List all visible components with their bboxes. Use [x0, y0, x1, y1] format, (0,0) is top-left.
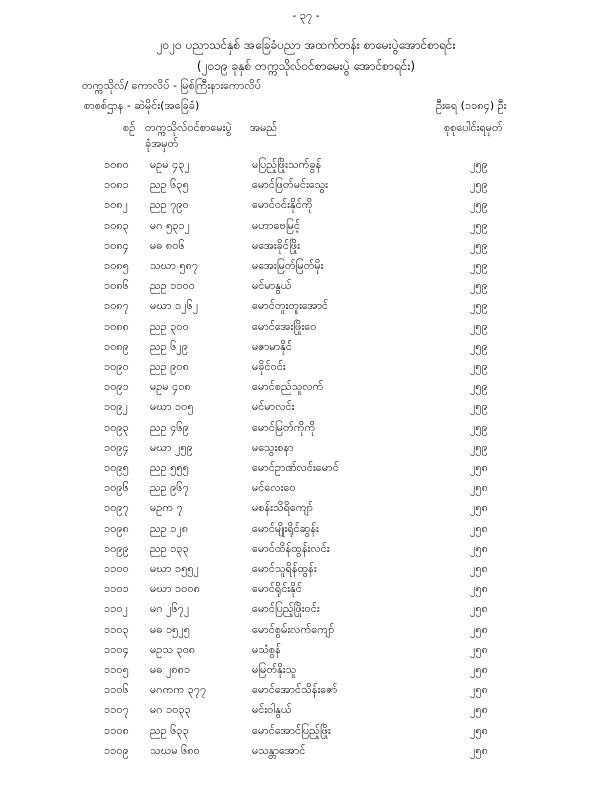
row-roll-number: မဓ ၈၀၆	[150, 238, 185, 252]
row-roll-number: မဥက ၇	[150, 501, 183, 515]
table-row	[0, 178, 612, 196]
row-total-marks: ၂၅၉	[470, 218, 488, 232]
row-name: မောင်အောင်ပြည့်ဖြိုး	[252, 723, 331, 737]
row-name: မောင်ထိန်ထွန်းလင်း	[252, 541, 330, 555]
table-row	[0, 239, 612, 257]
row-serial-no: ၁၀၈၃	[104, 218, 129, 232]
row-total-marks: ၂၅၉	[470, 198, 488, 212]
row-name: မဇာမာနိုင်	[252, 339, 292, 353]
row-roll-number: မဥမ ၄၃၂	[150, 158, 190, 171]
header-serial-no: စဉ်	[123, 121, 136, 134]
row-roll-number: မဂကက ၃၇၇	[150, 683, 207, 697]
table-row	[0, 259, 612, 277]
row-total-marks: ၂၅၈	[470, 481, 488, 495]
row-name: မဟာဗေမြင့်	[252, 218, 301, 232]
header-roll-number: ခုံအမှတ်	[145, 137, 179, 150]
row-total-marks: ၂၅၉	[470, 380, 488, 394]
table-row	[0, 643, 612, 661]
table-row	[0, 360, 612, 378]
row-roll-number: ညဥ ၇၉၀	[150, 198, 189, 212]
row-serial-no: ၁၀၈၉	[104, 339, 129, 353]
page-number: - ၃၇ -	[292, 9, 320, 22]
row-name: မပြည့်ဖြိုးသက်ခွန်	[252, 158, 322, 171]
table-row	[0, 158, 612, 176]
table-row	[0, 663, 612, 681]
row-roll-number: ညဥ ၉၀၈	[150, 360, 189, 373]
row-serial-no: ၁၀၈၈	[104, 319, 129, 333]
row-roll-number: ညဥ ၉၆၇	[150, 481, 189, 495]
table-row	[0, 542, 612, 560]
row-name: မောင်တူးတူးအောင်	[252, 299, 329, 313]
row-total-marks: ၂၅၉	[470, 259, 488, 272]
row-name: မခိုင်ဝင်း	[252, 360, 286, 373]
exam-center-label: စာစစ်ဌာန - ဆဲမိုင်း(အခြေခံ)	[84, 99, 200, 112]
header-total-marks: စုစုပေါင်းရမှတ်	[444, 121, 503, 134]
row-serial-no: ၁၀၉၀	[104, 360, 129, 373]
row-roll-number: ညဥ ၁၃၃	[150, 541, 189, 555]
row-name: မောင်ဖြတ်မင်းသွေး	[252, 178, 328, 192]
table-row	[0, 461, 612, 479]
row-roll-number: ညဥ ၆၂၉	[150, 339, 189, 353]
row-total-marks: ၂၅၉	[470, 319, 488, 333]
row-serial-no: ၁၁၀၃	[104, 622, 129, 636]
table-row	[0, 501, 612, 519]
row-name: မင်မာနွယ်	[252, 279, 292, 293]
row-name: မောင်ဝင်းနိုင်ကို	[252, 198, 313, 212]
table-row	[0, 602, 612, 620]
row-serial-no: ၁၀၉၁	[104, 380, 129, 394]
row-total-marks: ၂၅၈	[470, 541, 488, 555]
row-serial-no: ၁၁၀၁	[104, 582, 129, 596]
table-row	[0, 421, 612, 439]
row-name: မောင်မြတ်ကိုကို	[252, 420, 316, 434]
row-total-marks: ၂၅၉	[470, 420, 488, 434]
row-name: မသွေးစနာ	[252, 440, 294, 454]
row-serial-no: ၁၁၀၈	[104, 723, 129, 737]
row-total-marks: ၂၅၈	[470, 521, 488, 535]
table-row	[0, 400, 612, 418]
document-subtitle: (၂၀၁၉ ခုနှစ် တက္ကသိုလ်ဝင်စာမေးပွဲ အောင်စာရင်း)	[196, 59, 416, 73]
row-roll-number: သဃာ ၅၈၇	[150, 259, 199, 272]
table-row	[0, 279, 612, 297]
row-name: မောင်ဥာဏ်လင်းမောင်	[252, 461, 339, 474]
row-roll-number: မဥမ ၄၀၈	[150, 380, 191, 394]
table-row	[0, 582, 612, 600]
row-total-marks: ၂၅၈	[470, 602, 488, 616]
row-total-marks: ၂၅၈	[470, 461, 488, 474]
row-total-marks: ၂၅၈	[470, 501, 488, 515]
table-row	[0, 562, 612, 580]
row-serial-no: ၁၀၉၉	[104, 541, 129, 555]
row-serial-no: ၁၁၀၉	[104, 743, 129, 757]
row-serial-no: ၁၁၀၄	[104, 642, 129, 656]
table-row	[0, 340, 612, 358]
row-total-marks: ၂၅၈	[470, 683, 488, 697]
table-row	[0, 380, 612, 398]
row-roll-number: မဃာ ၂၅၉	[150, 440, 193, 454]
row-total-marks: ၂၅၈	[470, 663, 488, 676]
row-serial-no: ၁၀၉၅	[104, 461, 129, 474]
row-name: မအေးခိုင်ဖြိုး	[252, 238, 300, 252]
row-serial-no: ၁၀၈၇	[104, 299, 129, 313]
table-row	[0, 320, 612, 338]
row-roll-number: ညဥ ၁၁၀၀	[150, 279, 195, 293]
candidate-count: ဦးရေ (၁၁၈၄) ဦး	[436, 99, 507, 112]
table-row	[0, 522, 612, 540]
table-row	[0, 683, 612, 701]
row-name: မောင်စည်သူလက်	[252, 380, 324, 394]
row-total-marks: ၂၅၈	[470, 622, 488, 636]
header-name: အမည်	[250, 121, 278, 134]
row-name: မအေးမြတ်မြတ်မိုး	[252, 259, 324, 272]
row-serial-no: ၁၀၉၈	[104, 521, 129, 535]
institution-line: တက္ကသိုလ်/ ကောလိပ် - မြစ်ကြီးနားကောလိပ်	[82, 79, 262, 92]
row-name: မသံစွန်	[252, 642, 281, 656]
row-roll-number: ညဥ ၅၅၅	[150, 461, 189, 474]
row-serial-no: ၁၁၀၇	[104, 703, 129, 717]
row-total-marks: ၂၅၉	[470, 400, 488, 414]
row-roll-number: မဂ ၅၃၁၂	[150, 218, 191, 232]
row-name: မင်လေးဝေ	[252, 481, 296, 495]
table-row	[0, 481, 612, 499]
row-roll-number: မဂ ၁၀၃၃	[150, 703, 191, 717]
row-name: မောင်အောင်သိန်းဇော်	[252, 683, 338, 697]
row-serial-no: ၁၀၈၅	[104, 259, 129, 272]
table-row	[0, 623, 612, 641]
table-row	[0, 198, 612, 216]
table-row	[0, 703, 612, 721]
row-roll-number: မဃာ ၁၅၅၂	[150, 562, 200, 575]
row-name: မောင်ပြည့်ဖြိုးဝင်း	[252, 602, 320, 616]
row-total-marks: ၂၅၉	[470, 279, 488, 293]
row-serial-no: ၁၀၈၁	[104, 178, 129, 192]
row-serial-no: ၁၁၀၂	[104, 602, 128, 616]
row-total-marks: ၂၅၉	[470, 299, 488, 313]
row-total-marks: ၂၅၉	[470, 339, 488, 353]
row-roll-number: ညဥ ၃၀၀	[150, 319, 189, 333]
row-serial-no: ၁၁၀၆	[104, 683, 129, 697]
row-roll-number: သဃမ ၆၈၀	[150, 743, 200, 757]
row-name: မမြတ်နိုးသူ	[252, 663, 297, 676]
row-name: မောင်ရိုင်းနိုင်	[252, 582, 302, 596]
row-name: မစန်းသိရိကျော်	[252, 501, 313, 515]
row-name: မောင်မျိုးရိုင်ဆွန်း	[252, 521, 319, 535]
row-total-marks: ၂၅၈	[470, 703, 488, 717]
row-serial-no: ၁၀၉၂	[104, 400, 128, 414]
row-name: မင်းဝါနွယ်	[252, 703, 292, 717]
row-serial-no: ၁၀၈၆	[104, 279, 129, 293]
row-serial-no: ၁၀၈၄	[104, 238, 129, 252]
row-serial-no: ၁၁၀၀	[104, 562, 129, 575]
row-total-marks: ၂၅၉	[470, 440, 488, 454]
row-roll-number: မဥသ ၃၀၈	[150, 642, 196, 656]
row-name: မောင်စွမ်းလက်ကျော်	[252, 622, 335, 636]
row-roll-number: ညဥ ၆၃၃	[150, 723, 189, 737]
header-roll-exam: တက္ကသိုလ်ဝင်စာမေးပွဲ	[145, 121, 232, 134]
row-total-marks: ၂၅၈	[470, 723, 488, 737]
row-name: မောင်သူရိန်ထွန်း	[252, 562, 317, 575]
table-row	[0, 299, 612, 317]
row-serial-no: ၁၀၉၃	[104, 420, 129, 434]
row-serial-no: ၁၀၉၇	[104, 501, 129, 515]
row-name: မသန္တာအောင်	[252, 743, 306, 757]
row-roll-number: မဃာ ၁၀၅	[150, 400, 194, 414]
row-total-marks: ၂၅၈	[470, 582, 488, 596]
row-total-marks: ၂၅၉	[470, 158, 488, 171]
row-name: မင်မာလင်း	[252, 400, 295, 414]
row-serial-no: ၁၀၈၀	[104, 158, 129, 171]
row-roll-number: မဃာ ၁၂၆၂	[150, 299, 199, 313]
row-serial-no: ၁၀၉၄	[104, 440, 129, 454]
row-total-marks: ၂၅၉	[470, 238, 488, 252]
row-total-marks: ၂၅၈	[470, 743, 488, 757]
row-serial-no: ၁၀၈၂	[104, 198, 129, 212]
table-row	[0, 744, 612, 762]
row-serial-no: ၁၀၉၆	[104, 481, 129, 495]
row-total-marks: ၂၅၈	[470, 562, 488, 575]
table-row	[0, 724, 612, 742]
row-roll-number: မဓ ၁၅၂၅	[150, 622, 190, 636]
document-title: ၂၀၂၀ ပညာသင်နှစ် အခြေခံပညာ အထက်တန်း စာမေးပွဲအောင်စာရင်း	[156, 38, 456, 52]
row-roll-number: မဓ ၂၈၈၁	[150, 663, 191, 676]
table-row	[0, 219, 612, 237]
row-serial-no: ၁၁၀၅	[104, 663, 129, 676]
row-roll-number: ညဥ ၆၃၅	[150, 178, 189, 192]
row-total-marks: ၂၅၉	[470, 360, 488, 373]
table-row	[0, 441, 612, 459]
row-roll-number: ညဥ ၁၂၈	[150, 521, 189, 535]
row-name: မောင်အေးဖြိုးဝေ	[252, 319, 317, 333]
row-total-marks: ၂၅၈	[470, 642, 488, 656]
row-roll-number: ညဥ ၄၆၉	[150, 420, 189, 434]
row-roll-number: မဃာ ၁၀၀၈	[150, 582, 200, 596]
row-total-marks: ၂၅၉	[470, 178, 488, 192]
row-roll-number: မဂ ၂၆၇၂	[150, 602, 190, 616]
